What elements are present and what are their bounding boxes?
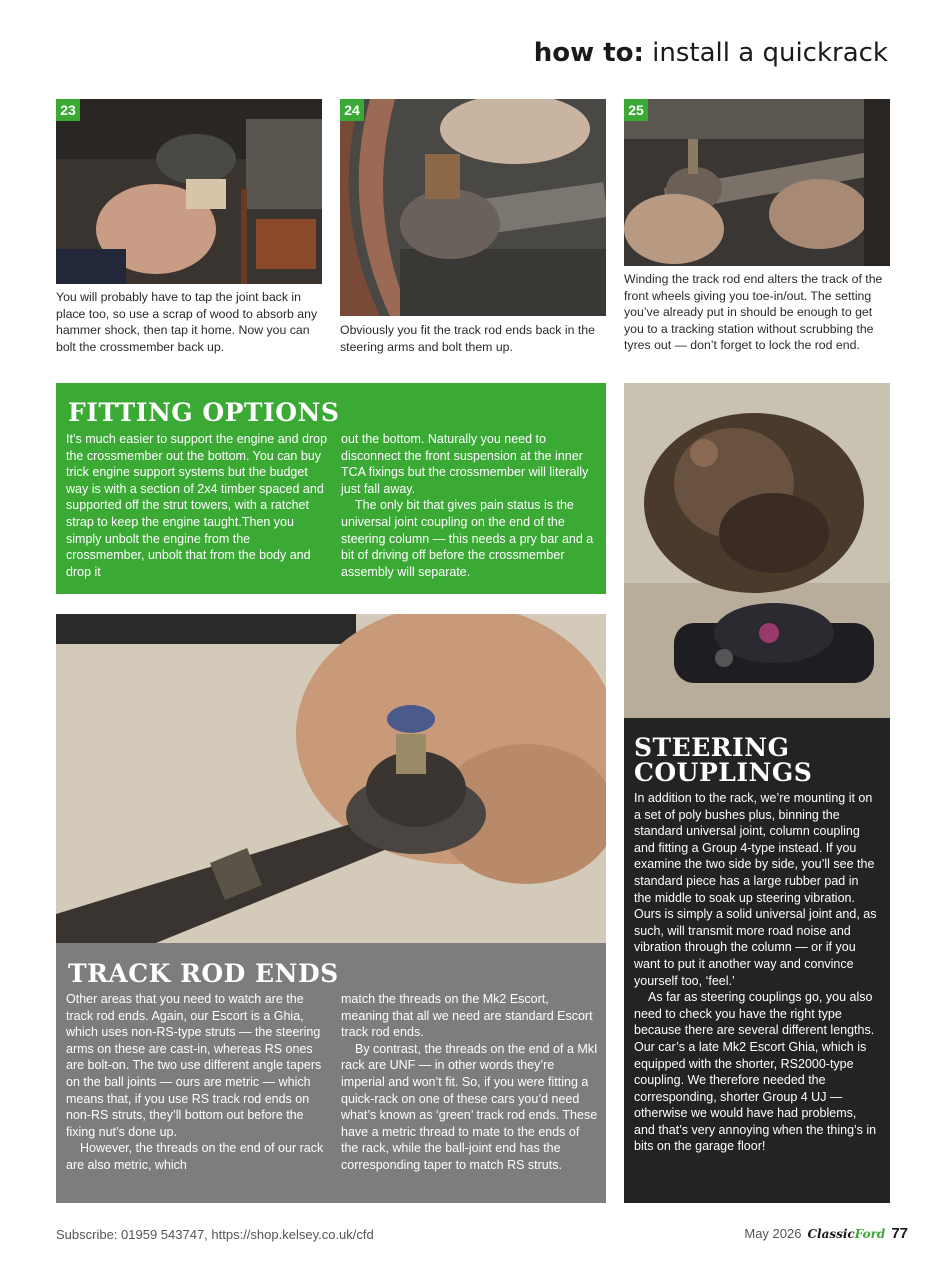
magazine-logo xyxy=(807,1226,885,1241)
paragraph: It’s much easier to support the engine and drop the crossmember out the bottom. You can buy trick engine support systems but the budget way is with a section of 2x4 timber spaced and supported off the strut towers, with a ratchet strap to keep the engine taught.Then you simply unbolt the engine from the crossmember, unbolt that from the body and drop it xyxy=(66,432,328,579)
steering-couplings-box xyxy=(624,718,890,1203)
fitting-options-col-2 xyxy=(341,431,599,580)
track-rod-ends-col-1 xyxy=(66,991,328,1174)
page-number: 77 xyxy=(891,1225,908,1242)
magazine-logo-classic: Classic xyxy=(807,1227,855,1241)
fitting-options-title: FITTING OPTIONS xyxy=(68,398,340,427)
photo-track-rod-end xyxy=(56,614,606,943)
caption-step-25: Winding the track rod end alters the track of the front wheels giving you toe-in/out. The setting you’ve already put in should be enough to get you to a tracking station without scrubbing the tyres out — don’t forget to lock the rod end. xyxy=(624,272,883,352)
paragraph: The only bit that gives pain status is the universal joint coupling on the end of the steering column — this needs a pry bar and a bit of driving off before the crossmember assembly will separate. xyxy=(341,498,594,579)
paragraph: out the bottom. Naturally you need to disconnect the front suspension at the inner TCA fixings but the crossmember will literally just fall away. xyxy=(341,432,589,496)
fitting-options-box xyxy=(56,383,606,594)
header-bold: how to: xyxy=(533,38,644,68)
page-header xyxy=(534,38,888,68)
header-light: install a quickrack xyxy=(652,38,888,68)
footer-subscribe: Subscribe: 01959 543747, https://shop.kelsey.co.uk/cfd xyxy=(56,1227,374,1242)
paragraph: As far as steering couplings go, you also need to check you have the right type because there are several different lengths. Our car’s a late Mk2 Escort Ghia, which is equipped with the shorter, RS2000-type coupling. We therefore needed the corresponding, shorter Group 4 UJ — otherwise we would have had problems, and that’s very annoying when the thing’s in bits on the garage floor! xyxy=(634,990,877,1154)
footer-page-info xyxy=(744,1225,908,1242)
title-line: STEERING xyxy=(634,733,790,762)
photo-steering-couplings xyxy=(624,383,890,718)
photo-step-24 xyxy=(340,99,606,316)
magazine-logo-ford: Ford xyxy=(854,1227,886,1241)
paragraph: However, the threads on the end of our rack are also metric, which xyxy=(66,1141,324,1172)
track-rod-ends-col-2 xyxy=(341,991,599,1174)
step-number-badge: 23 xyxy=(56,99,80,121)
steering-couplings-title xyxy=(634,735,812,785)
paragraph: match the threads on the Mk2 Escort, meaning that all we need are standard Escort track rod ends. xyxy=(341,992,593,1040)
title-line: COUPLINGS xyxy=(634,758,813,787)
steering-couplings-text xyxy=(634,790,878,1155)
track-rod-ends-title: TRACK ROD ENDS xyxy=(68,959,339,988)
step-number-badge: 25 xyxy=(624,99,648,121)
footer-date: May 2026 xyxy=(744,1226,802,1241)
caption-step-23: You will probably have to tap the joint back in place too, so use a scrap of wood to absorb any hammer shock, then tap it home. Now you can bolt the crossmember back up. xyxy=(56,290,318,354)
fitting-options-col-1 xyxy=(66,431,328,580)
paragraph: In addition to the rack, we’re mounting it on a set of poly bushes plus, binning the standard universal joint, column coupling and fitting a Group 4-type instead. If you examine the two side by side, you’ll see the standard piece has a large rubber pad in the middle to soak up steering vibration. Ours is simply a solid universal joint and, as such, will transmit more road noise and vibration through the column — or if you want to put it another way and convince yourself too, ‘feel.’ xyxy=(634,791,877,988)
paragraph: By contrast, the threads on the end of a MkI rack are UNF — in other words they’re imperial and won’t fit. So, if you were fitting a quick-rack on one of these cars you’d need what’s known as ‘green’ track rod ends. These have a metric thread to mate to the ends of the rack, while the ball-joint end has the corresponding taper to match RS struts. xyxy=(341,1041,598,1172)
paragraph: Other areas that you need to watch are the track rod ends. Again, our Escort is a Ghia, which uses non-RS-type struts — the steering arms on these are cast-in, whereas RS ones are bolt-on. The two use different angle tapers on the ball joints — ours are metric — which means that, if you use RS track rod ends on non-RS struts, they’ll bottom out before the fixing nut’s done up. xyxy=(66,992,322,1139)
caption-step-24: Obviously you fit the track rod ends back in the steering arms and bolt them up. xyxy=(340,323,595,354)
photo-step-23 xyxy=(56,99,322,284)
photo-step-25 xyxy=(624,99,890,266)
track-rod-ends-box xyxy=(56,943,606,1203)
step-number-badge: 24 xyxy=(340,99,364,121)
